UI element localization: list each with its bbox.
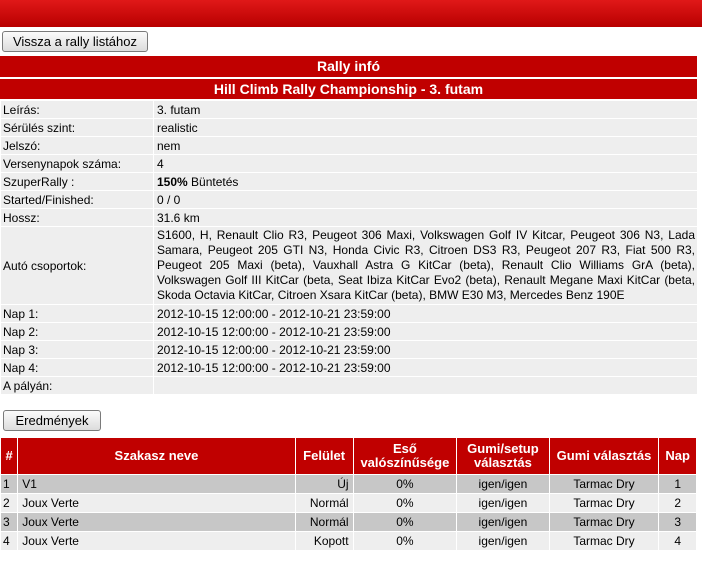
stage-surface: Normál <box>296 494 353 512</box>
info-value: nem <box>154 137 697 154</box>
info-row-damage-level <box>1 119 697 136</box>
info-row-superrally <box>1 173 697 190</box>
info-value: realistic <box>154 119 697 136</box>
info-value: 2012-10-15 12:00:00 - 2012-10-21 23:59:00 <box>154 323 697 340</box>
stage-tyre-choice: Tarmac Dry <box>550 475 659 493</box>
stage-tyre-choice: Tarmac Dry <box>550 532 659 550</box>
table-row <box>1 475 696 493</box>
info-row-day-3 <box>1 341 697 358</box>
info-value: 4 <box>154 155 697 172</box>
column-header-tyre-setup-choice: Gumi/setup választás <box>457 438 548 474</box>
table-row <box>1 494 696 512</box>
stages-header-row <box>1 438 696 474</box>
info-value: 2012-10-15 12:00:00 - 2012-10-21 23:59:00 <box>154 305 697 322</box>
stage-tyre-setup-choice: igen/igen <box>457 475 548 493</box>
stage-tyre-setup-choice: igen/igen <box>457 513 548 531</box>
info-label: SzuperRally : <box>1 173 153 190</box>
top-banner <box>0 0 702 27</box>
stage-day: 4 <box>659 532 696 550</box>
info-label: Hossz: <box>1 209 153 226</box>
superrally-percent: 150% <box>157 174 188 189</box>
info-row-car-groups <box>1 227 697 304</box>
info-value: 0 / 0 <box>154 191 697 208</box>
stage-number: 4 <box>1 532 17 550</box>
stage-number: 1 <box>1 475 17 493</box>
stage-name: V1 <box>18 475 294 493</box>
info-row-day-2 <box>1 323 697 340</box>
stage-surface: Kopott <box>296 532 353 550</box>
column-header-surface: Felület <box>296 438 353 474</box>
stage-surface: Új <box>296 475 353 493</box>
results-button[interactable]: Eredmények <box>3 410 101 431</box>
rally-name-title: Hill Climb Rally Championship - 3. futam <box>0 79 697 99</box>
stage-tyre-setup-choice: igen/igen <box>457 532 548 550</box>
info-label: Sérülés szint: <box>1 119 153 136</box>
stage-number: 3 <box>1 513 17 531</box>
right-edge-strip <box>697 27 702 572</box>
stage-day: 3 <box>659 513 696 531</box>
stage-rain-chance: 0% <box>354 532 457 550</box>
info-row-race-days <box>1 155 697 172</box>
info-row-description <box>1 101 697 118</box>
column-header-rain-chance: Eső valószínűsége <box>354 438 457 474</box>
stage-rain-chance: 0% <box>354 513 457 531</box>
stage-tyre-choice: Tarmac Dry <box>550 513 659 531</box>
stage-name: Joux Verte <box>18 532 294 550</box>
stage-tyre-setup-choice: igen/igen <box>457 494 548 512</box>
info-row-on-track <box>1 377 697 394</box>
info-label: Leírás: <box>1 101 153 118</box>
table-row <box>1 513 696 531</box>
info-label: Versenynapok száma: <box>1 155 153 172</box>
info-label: Jelszó: <box>1 137 153 154</box>
stage-day: 2 <box>659 494 696 512</box>
stage-surface: Normál <box>296 513 353 531</box>
info-row-day-1 <box>1 305 697 322</box>
stage-day: 1 <box>659 475 696 493</box>
column-header-number: # <box>1 438 17 474</box>
info-value: 3. futam <box>154 101 697 118</box>
column-header-day: Nap <box>659 438 696 474</box>
stage-rain-chance: 0% <box>354 494 457 512</box>
stages-table <box>0 437 697 551</box>
info-row-started-finished <box>1 191 697 208</box>
info-label: Nap 1: <box>1 305 153 322</box>
info-row-password <box>1 137 697 154</box>
info-label: Nap 3: <box>1 341 153 358</box>
info-value: 2012-10-15 12:00:00 - 2012-10-21 23:59:00 <box>154 341 697 358</box>
stage-rain-chance: 0% <box>354 475 457 493</box>
stage-tyre-choice: Tarmac Dry <box>550 494 659 512</box>
stage-name: Joux Verte <box>18 494 294 512</box>
info-label: Autó csoportok: <box>1 227 153 304</box>
table-row <box>1 532 696 550</box>
info-label: Nap 4: <box>1 359 153 376</box>
column-header-stage-name: Szakasz neve <box>18 438 294 474</box>
info-row-length <box>1 209 697 226</box>
info-label: Nap 2: <box>1 323 153 340</box>
section-title: Rally infó <box>0 56 697 77</box>
info-label: A pályán: <box>1 377 153 394</box>
info-value <box>154 377 697 394</box>
back-to-rally-list-button[interactable]: Vissza a rally listához <box>2 31 148 52</box>
stage-number: 2 <box>1 494 17 512</box>
column-header-tyre-choice: Gumi választás <box>550 438 659 474</box>
info-value: 31.6 km <box>154 209 697 226</box>
info-label: Started/Finished: <box>1 191 153 208</box>
stage-name: Joux Verte <box>18 513 294 531</box>
superrally-penalty-text: Büntetés <box>187 174 239 189</box>
info-value: S1600, H, Renault Clio R3, Peugeot 306 Maxi, Volkswagen Golf IV Kitcar, Peugeot 306 N3, Lada Samara, Peugeot 205 GTI N3, Honda Civic R3, Citroen DS3 R3, Peugeot 207 R3, Fiat 500 R3, Peugeot 205 Maxi (beta), Vauxhall Astra G KitCar (beta), Renault Clio Williams GrA (beta), Volkswagen Golf III KitCar (beta, Seat Ibiza KitCar Evo2 (beta), Renault Megane Maxi KitCar (beta, Skoda Octavia KitCar, Citroen Xsara KitCar (beta), BMW E30 M3, Mercedes Benz 190E <box>154 227 697 304</box>
rally-info-table <box>0 100 698 395</box>
info-value <box>154 173 697 190</box>
info-row-day-4 <box>1 359 697 376</box>
info-value: 2012-10-15 12:00:00 - 2012-10-21 23:59:00 <box>154 359 697 376</box>
